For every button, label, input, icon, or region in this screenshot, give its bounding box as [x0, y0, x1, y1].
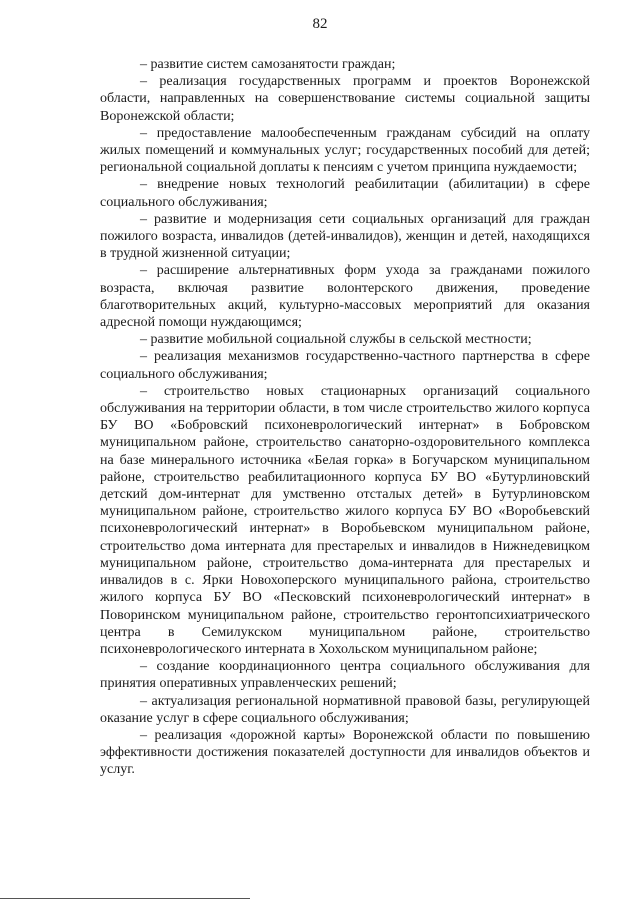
paragraph: – развитие мобильной социальной службы в сельской местности; [140, 332, 532, 348]
page-number: 82 [312, 16, 328, 32]
paragraph: – развитие систем самозанятости граждан; [140, 57, 396, 72]
paragraph: – предоставление малообеспеченным гражданам субсидий на оплату жилых помещений и коммунальных услуг; государственных пособий для детей; региональной социальной доплаты к пенсиям с учетом принципа нуждаемости; [100, 125, 590, 176]
document-body [100, 56, 590, 779]
paragraph: – создание координационного центра социального обслуживания для принятия оперативных управленческих решений; [100, 659, 590, 692]
paragraph: – строительство новых стационарных организаций социального обслуживания на территории области, в том числе строительство жилого корпуса БУ ВО «Бобровский психоневрологический интернат» в Бобровском муниципальном районе, строительство санаторно-оздоровительного комплекса на базе минерального источника «Белая горка» в Богучарском муниципальном районе, строительство реабилитационного корпуса БУ ВО «Бутурлиновский детский дом-интернат для умственно отсталых детей» в Бутурлиновском муниципальном районе, строительство жилого корпуса БУ ВО «Воробьевский психоневрологический интернат» в Воробьевском муниципальном районе, строительство дома интерната для престарелых и инвалидов в Нижнедевицком муниципальном районе, строительство дома-интерната для престарелых и инвалидов в с. Ярки Новохоперского муниципального района, строительство жилого корпуса БУ ВО «Песковский психоневрологический интернат» в Поворинском муниципальном районе, строительство геронтопсихиатрического центра в Семилукском муниципальном районе, строительство психоневрологического интерната в Хохольском муниципальном районе; [100, 383, 590, 657]
paragraph: – внедрение новых технологий реабилитации (абилитации) в сфере социального обслуживания; [100, 177, 590, 210]
paragraph: – расширение альтернативных форм ухода за гражданами пожилого возраста, включая развитие волонтерского движения, проведение благотворительных акций, культурно-массовых мероприятий для оказания адресной помощи нуждающимся; [100, 263, 590, 331]
paragraph: – актуализация региональной нормативной правовой базы, регулирующей оказание услуг в сфере социального обслуживания; [100, 693, 590, 726]
footer-divider [0, 898, 250, 899]
paragraph: – реализация государственных программ и проектов Воронежской области, направленных на совершенствование системы социальной защиты Воронежской области; [100, 74, 590, 124]
paragraph: – развитие и модернизация сети социальных организаций для граждан пожилого возраста, инвалидов (детей-инвалидов), женщин и детей, находящихся в трудной жизненной ситуации; [100, 211, 590, 262]
paragraph: – реализация «дорожной карты» Воронежской области по повышению эффективности достижения показателей доступности для инвалидов объектов и услуг. [100, 727, 590, 778]
paragraph: – реализация механизмов государственно-частного партнерства в сфере социального обслуживания; [100, 349, 590, 382]
